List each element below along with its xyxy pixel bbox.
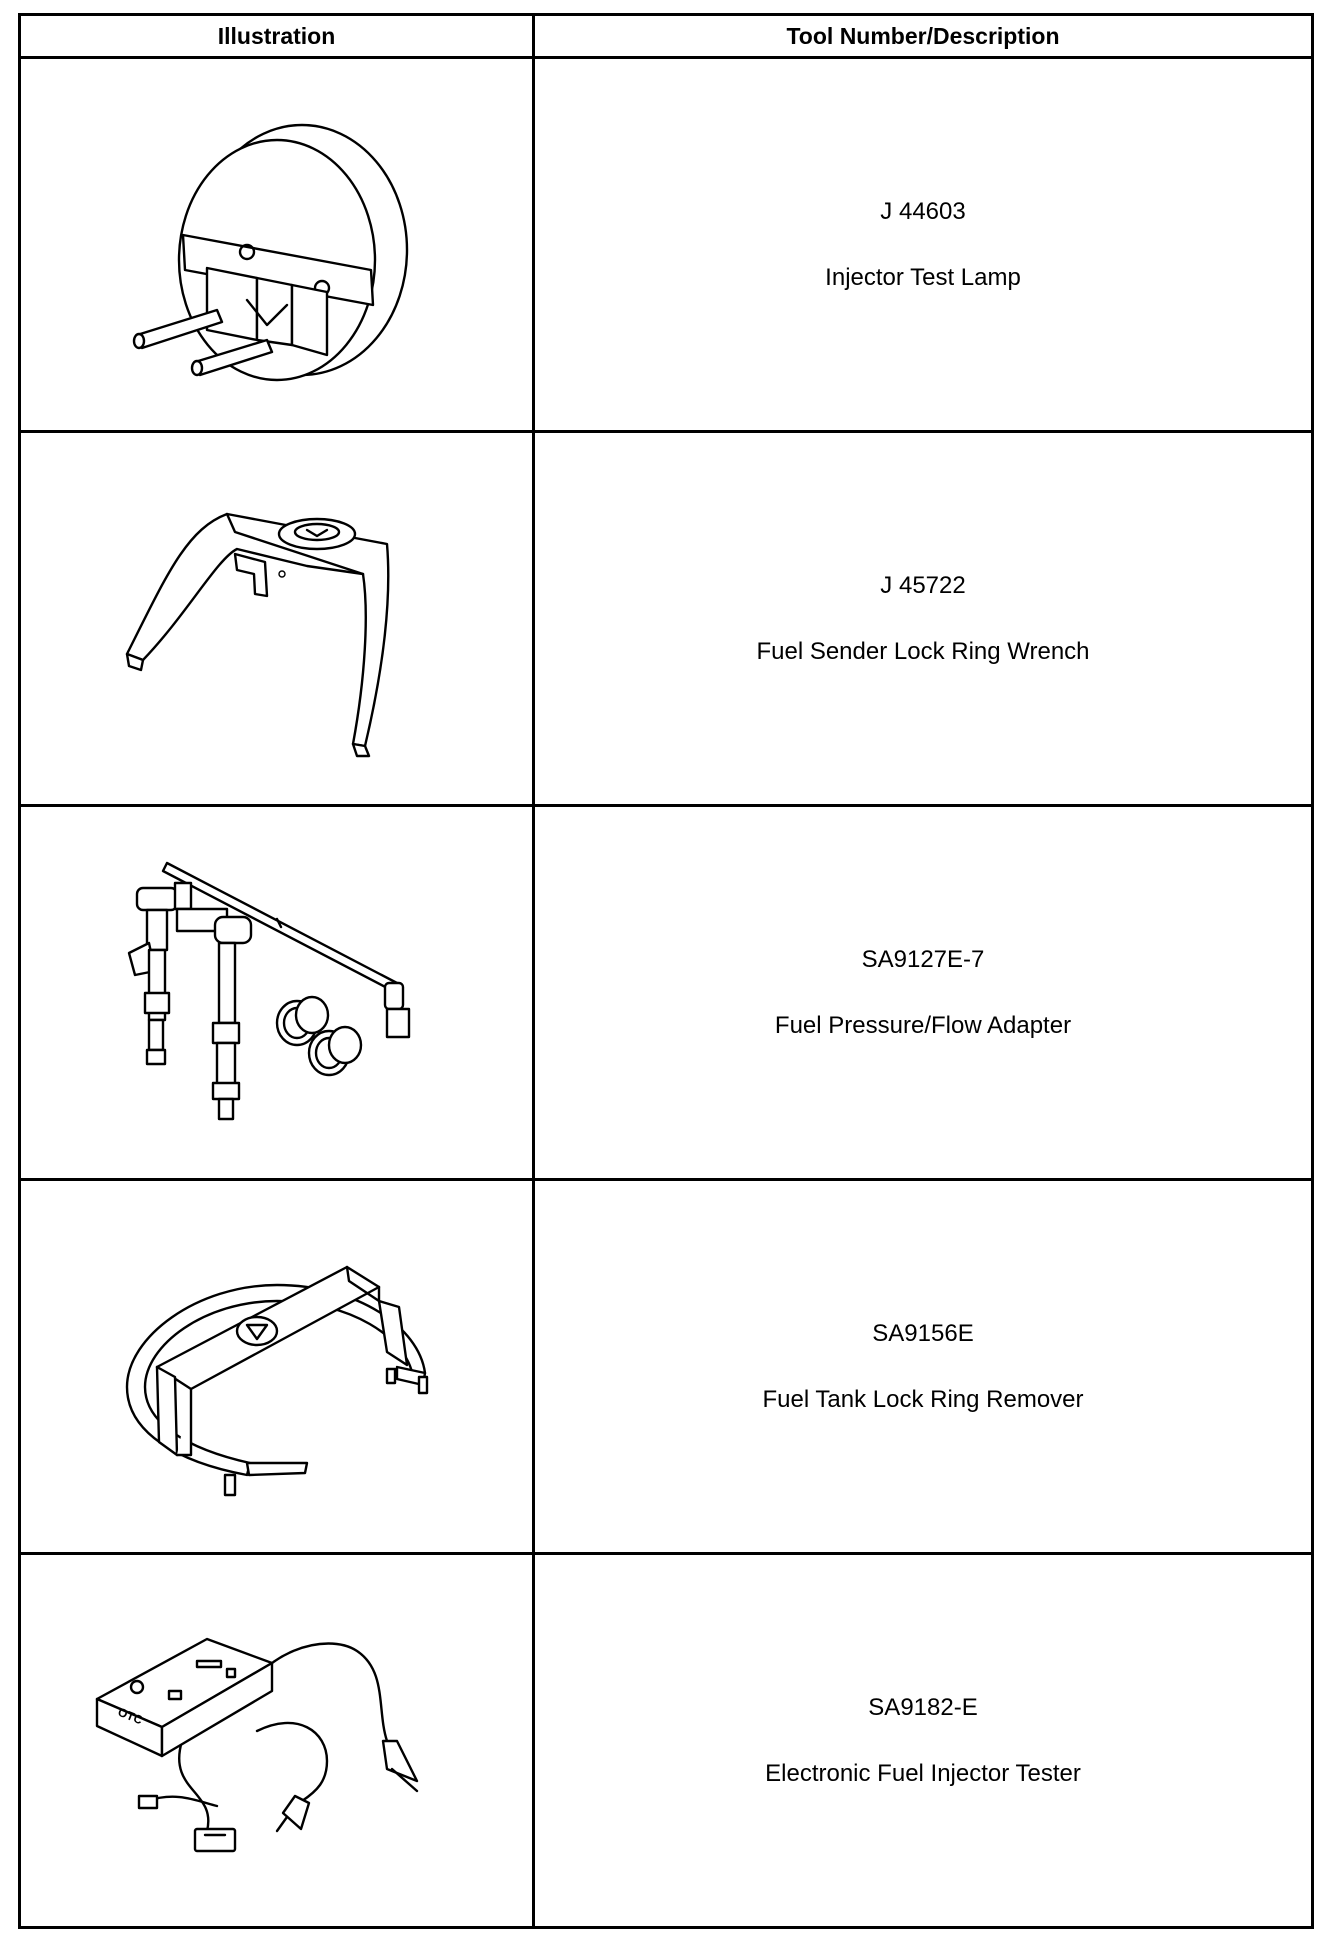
illustration-cell xyxy=(20,58,534,432)
injector-test-lamp-icon xyxy=(127,100,427,390)
tool-number: SA9156E xyxy=(872,1319,974,1347)
lock-ring-remover-icon xyxy=(107,1227,447,1507)
table-row xyxy=(20,432,1313,806)
tool-name: Fuel Pressure/Flow Adapter xyxy=(774,1011,1072,1039)
description-cell xyxy=(534,432,1313,806)
injector-tester-icon xyxy=(87,1591,467,1891)
tool-name: Fuel Sender Lock Ring Wrench xyxy=(756,637,1090,665)
header-row xyxy=(20,15,1313,58)
tester-brand-label: OTC xyxy=(115,1704,145,1727)
tool-number: SA9182-E xyxy=(868,1693,978,1721)
description-cell xyxy=(534,1180,1313,1554)
tool-description-header: Tool Number/Description xyxy=(534,15,1313,58)
table-row xyxy=(20,58,1313,432)
description-cell xyxy=(534,58,1313,432)
tool-number: J 45722 xyxy=(880,571,966,599)
illustration-cell xyxy=(20,1554,534,1928)
tool-name: Injector Test Lamp xyxy=(825,263,1021,291)
table-row xyxy=(20,1554,1313,1928)
description-cell xyxy=(534,1554,1313,1928)
table-row xyxy=(20,1180,1313,1554)
illustration-cell xyxy=(20,806,534,1180)
description-cell xyxy=(534,806,1313,1180)
illustration-cell xyxy=(20,432,534,806)
tool-number: SA9127E-7 xyxy=(861,945,985,973)
pressure-flow-adapter-icon xyxy=(107,843,447,1143)
tool-name: Fuel Tank Lock Ring Remover xyxy=(762,1385,1084,1413)
tool-table xyxy=(18,13,1314,1929)
tool-name: Electronic Fuel Injector Tester xyxy=(765,1759,1081,1787)
illustration-cell xyxy=(20,1180,534,1554)
tool-number: J 44603 xyxy=(880,197,966,225)
illustration-header: Illustration xyxy=(20,15,534,58)
table-row xyxy=(20,806,1313,1180)
lock-ring-wrench-icon xyxy=(107,474,447,764)
